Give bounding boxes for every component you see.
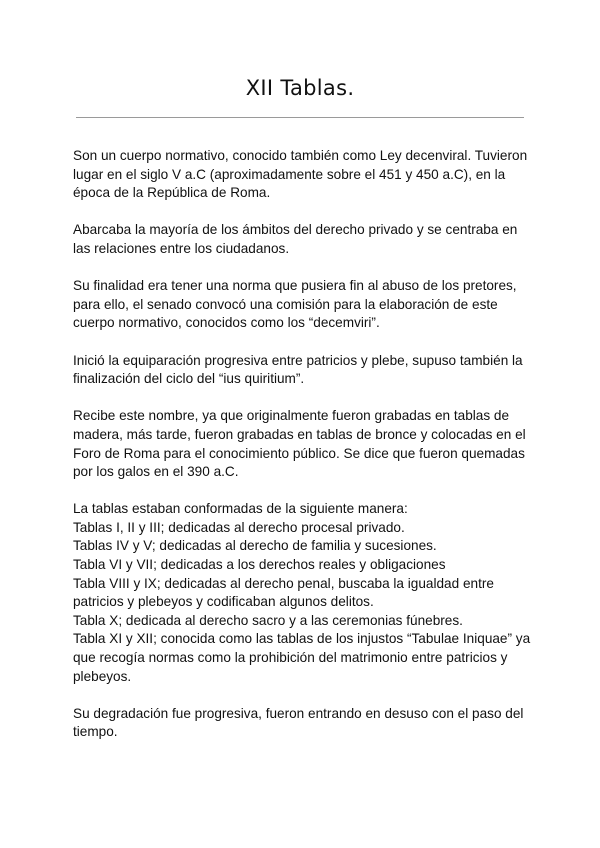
list-item: Tabla VIII y IX; dedicadas al derecho penal, buscaba la igualdad entre patricios y plebeyos y codificaban algunos delitos. — [73, 575, 494, 610]
paragraph-purpose: Su finalidad era tener una norma que pusiera fin al abuso de los pretores, para ello, el senado convocó una comisión para la elaboración de este cuerpo normativo, conocidos como los “decemviri”. — [73, 278, 517, 331]
paragraph-closing: Su degradación fue progresiva, fueron entrando en desuso con el paso del tiempo. — [73, 705, 524, 740]
page-title: XII Tablas. — [245, 76, 355, 100]
document-body — [73, 147, 533, 761]
title-divider — [76, 117, 524, 118]
list-item: Tabla X; dedicada al derecho sacro y a las ceremonias fúnebres. — [73, 612, 463, 628]
paragraph-scope: Abarcaba la mayoría de los ámbitos del derecho privado y se centraba en las relaciones entre los ciudadanos. — [73, 222, 518, 256]
list-item: Tabla XI y XII; conocida como las tablas de los injustos “Tabulae Iniquae” ya que recogía normas como la prohibición del matrimonio entre patricios y plebeyos. — [73, 631, 531, 684]
tables-list — [73, 500, 533, 686]
list-item: Tablas I, II y III; dedicadas al derecho procesal privado. — [73, 519, 405, 535]
list-item: Tabla VI y VII; dedicadas a los derechos reales y obligaciones — [73, 557, 446, 573]
list-item: Tablas IV y V; dedicadas al derecho de familia y sucesiones. — [73, 538, 437, 554]
paragraph-name-origin: Recibe este nombre, ya que originalmente fueron grabadas en tablas de madera, más tarde, fueron grabadas en tablas de bronce y colocadas en el Foro de Roma para el conocimiento público. Se dice que fueron quemadas por los galos en el 390 a.C. — [73, 408, 526, 480]
list-intro: La tablas estaban conformadas de la siguiente manera: — [73, 501, 408, 517]
paragraph-equalization: Inició la equiparación progresiva entre patricios y plebe, supuso también la finalización del ciclo del “ius quiritium”. — [73, 352, 523, 387]
paragraph-definition: Son un cuerpo normativo, conocido también como Ley decenviral. Tuvieron lugar en el siglo V a.C (aproximadamente sobre el 451 y 450 a.C), en la época de la República de Roma. — [73, 148, 528, 201]
